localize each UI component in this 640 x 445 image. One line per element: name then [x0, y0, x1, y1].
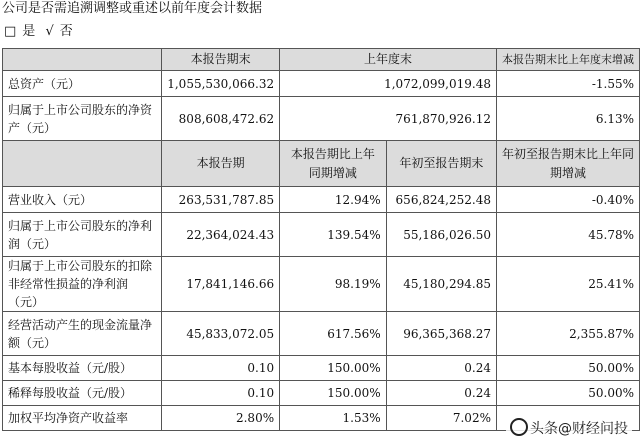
table-row	[3, 356, 640, 381]
table-cell: 0.10	[162, 381, 280, 406]
watermark	[506, 417, 632, 439]
table1-header: 本报告期末	[162, 49, 280, 71]
table-cell: 1.53%	[280, 406, 387, 431]
table-cell: 17,841,146.66	[162, 257, 280, 312]
row-label: 总资产（元）	[3, 71, 162, 97]
table2-header-corner	[3, 141, 162, 187]
row-label: 归属于上市公司股东的净利润（元）	[3, 213, 162, 257]
table2-header: 本报告期比上年同期增减	[280, 141, 387, 187]
table2-header: 本报告期	[162, 141, 280, 187]
table-cell: 1,072,099,019.48	[280, 71, 497, 97]
checkbox-yes-icon[interactable]: □	[4, 24, 17, 39]
table-row	[3, 97, 640, 141]
table-cell: 22,364,024.43	[162, 213, 280, 257]
option-no: 否	[59, 24, 73, 39]
table-cell: 808,608,472.62	[162, 97, 280, 141]
toutiao-logo-icon	[510, 418, 528, 436]
table-row	[3, 213, 640, 257]
table-row	[3, 187, 640, 213]
checkmark-icon: √	[45, 24, 54, 39]
table-row	[3, 312, 640, 356]
watermark-text: 头条@财经问投	[530, 421, 628, 437]
table1-header-corner	[3, 49, 162, 71]
table-cell: -0.40%	[496, 187, 639, 213]
table-cell: 7.02%	[386, 406, 496, 431]
table-cell: 0.24	[386, 381, 496, 406]
row-label: 加权平均净资产收益率	[3, 406, 162, 431]
table-cell: 45.78%	[496, 213, 639, 257]
table-cell: 0.10	[162, 356, 280, 381]
table-cell: -1.55%	[496, 71, 639, 97]
table-row	[3, 257, 640, 312]
table-cell: 139.54%	[280, 213, 387, 257]
table-cell: 12.94%	[280, 187, 387, 213]
table1-header-row	[3, 49, 640, 71]
table-cell: 6.13%	[496, 97, 639, 141]
row-label: 基本每股收益（元/股）	[3, 356, 162, 381]
table-cell: 45,833,072.05	[162, 312, 280, 356]
table-row	[3, 71, 640, 97]
table1-header: 本报告期末比上年度末增减	[496, 49, 639, 71]
table-cell: 656,824,252.48	[386, 187, 496, 213]
table-cell: 761,870,926.12	[280, 97, 497, 141]
table-cell: 2.80%	[162, 406, 280, 431]
table2-header: 年初至报告期末比上年同期增减	[496, 141, 639, 187]
row-label: 归属于上市公司股东的扣除非经常性损益的净利润（元）	[3, 257, 162, 312]
table-cell: 96,365,368.27	[386, 312, 496, 356]
option-yes: 是	[22, 24, 36, 39]
table2-header-row	[3, 141, 640, 187]
table-cell: 98.19%	[280, 257, 387, 312]
table-cell: 50.00%	[496, 356, 639, 381]
financial-table	[2, 48, 640, 431]
table-cell: 150.00%	[280, 381, 387, 406]
table-cell: 1,055,530,066.32	[162, 71, 280, 97]
table-cell: 50.00%	[496, 381, 639, 406]
row-label: 归属于上市公司股东的净资产（元）	[3, 97, 162, 141]
table-cell: 0.24	[386, 356, 496, 381]
table-cell: 150.00%	[280, 356, 387, 381]
restatement-choice	[4, 23, 79, 41]
table-cell: 263,531,787.85	[162, 187, 280, 213]
table-cell: 25.41%	[496, 257, 639, 312]
table-cell: 55,186,026.50	[386, 213, 496, 257]
row-label: 经营活动产生的现金流量净额（元）	[3, 312, 162, 356]
table-cell: 617.56%	[280, 312, 387, 356]
row-label: 稀释每股收益（元/股）	[3, 381, 162, 406]
table2-header: 年初至报告期末	[386, 141, 496, 187]
row-label: 营业收入（元）	[3, 187, 162, 213]
table1-header: 上年度末	[280, 49, 497, 71]
table-cell: 2,355.87%	[496, 312, 639, 356]
table-cell: 45,180,294.85	[386, 257, 496, 312]
heading: 公司是否需追溯调整或重述以前年度会计数据	[2, 1, 263, 16]
table-row	[3, 381, 640, 406]
